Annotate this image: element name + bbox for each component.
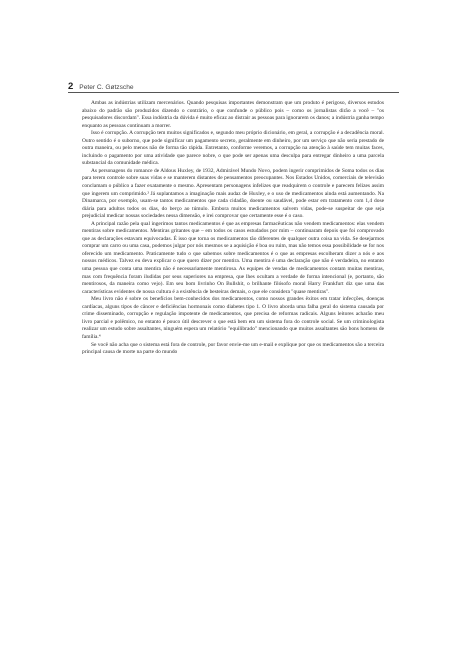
paragraph: Meu livro não é sobre os benefícios bem-conhecidos dos medicamentos, como nossos grandes êxitos em tratar infecções, doenças cardíacas, alguns tipos de câncer e deficiências hormonais como diabetes tipo 1. O livro aborda uma falha geral do sistema causada por crime disseminado, corrupção e regulação impotente de medicamentos, que precisa de reformas radicais. Alguns leitores acharão meu livro parcial e polêmico, no entanto é pouco útil descrever o que está bem em um sistema fora do controle social. Se um criminologista realizar um estudo sobre assaltantes, ninguém espera um relatório "equilibrado" mencionando que muitos assaltantes são bons homens de família.⁴	[82, 296, 384, 340]
paragraph: Ambas as indústrias utilizam mercenários. Quando pesquisas importantes demonstram que um produto é perigoso, diversos estudos abaixo do padrão são produzidos dizendo o contrário, o que confunde o público pois – como os jornalistas dirão a você – "os pesquisadores discordam". Essa indústria da dúvida é muito eficaz ao distrair as pessoas para ignorarem os danos; a indústria ganha tempo enquanto as pessoas continuam a morrer.	[82, 100, 384, 129]
header-rule	[68, 92, 399, 93]
page-header	[68, 81, 134, 92]
running-head-author: Peter C. Gøtzsche	[79, 84, 134, 91]
page-number: 2	[68, 81, 74, 92]
paragraph: Isso é corrupção. A corrupção tem muitos significados e, segundo meu próprio dicionário, em geral, a corrupção é a decadência moral. Outro sentido é o suborno, que pode significar um pagamento secreto, geralmente em dinheiro, por um serviço que não seria prestado de outra maneira, ou pelo menos não de forma tão rápida. Entretanto, conforme veremos, a corrupção na atenção à saúde tem muitas faces, incluindo o pagamento por uma atividade que parece nobre, o que pode ser apenas uma desculpa para entregar dinheiro a uma parcela substancial da comunidade médica.	[82, 130, 384, 167]
paragraph: A principal razão pela qual ingerimos tantos medicamentos é que as empresas farmacêuticas não vendem medicamentos: elas vendem mentiras sobre medicamentos. Mentiras gritantes que – em todos os casos estudados por mim – continuaram depois que foi comprovado que as declarações estavam equivocadas. É isso que torna os medicamentos tão diferentes de qualquer outra coisa na vida. Se desejarmos comprar um carro ou uma casa, podemos julgar por nós mesmos se a aquisição é boa ou ruim, mas não temos essa possibilidade se for nos oferecido um medicamento. Praticamente tudo o que sabemos sobre medicamentos é o que as empresas escolheram dizer a nós e aos nossos médicos. Talvez eu deva explicar o que quero dizer por mentira. Uma mentira é uma declaração que não é verdadeira, no entanto uma pessoa que conta uma mentira não é necessariamente mentirosa. As equipes de vendas de medicamentos contam muitas mentiras, mas com frequência foram iludidas por seus superiores na empresa, que lhes ocultam a verdade de forma intencional (e, portanto, são mentirosos, da maneira como vejo). Em seu bom livrinho On Bullshit, o brilhante filósofo moral Harry Frankfurt diz que uma das características evidentes de nossa cultura é a existência de besteiras demais, o que ele considera "quase mentiras".	[82, 220, 384, 295]
paragraph: As personagens do romance de Aldous Huxley, de 1932, Admirável Mundo Novo, podem ingerir comprimidos de Soma todos os dias para terem controle sobre suas vidas e se manterem distantes de pensamentos preocupantes. Nos Estados Unidos, comerciais de televisão conclamam o público a fazer exatamente o mesmo. Apresentam personagens infelizes que readquirem o controle e parecem felizes assim que ingerem um comprimido.² Já suplantamos a imaginação mais audaz de Huxley, e o uso de medicamentos ainda está aumentando. Na Dinamarca, por exemplo, usam-se tantos medicamentos que cada cidadão, doente ou saudável, pode estar em tratamento com 1,4 dose diária para adultos todos os dias, do berço ao túmulo. Embora muitos medicamentos salvem vidas, pode-se suspeitar de que seja prejudicial medicar nossas sociedades nessa dimensão, e irei comprovar que certamente esse é o caso.	[82, 167, 384, 220]
body-text	[82, 100, 384, 357]
paragraph: Se você não acha que o sistema está fora de controle, por favor envie-me um e-mail e explique por que os medicamentos são a terceira principal causa de morte na parte do mundo	[82, 341, 384, 356]
